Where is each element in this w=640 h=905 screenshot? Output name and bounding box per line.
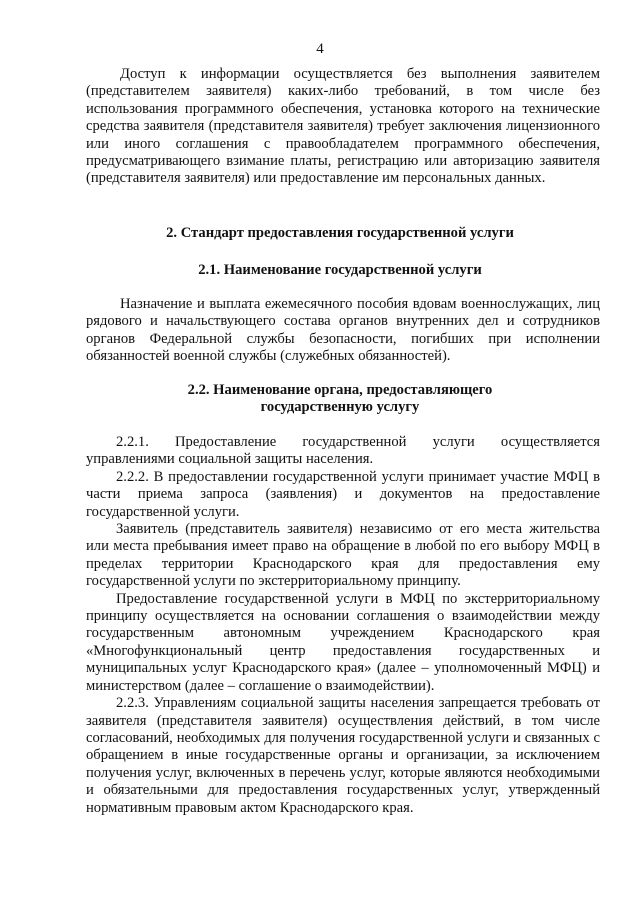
service-name-paragraph: Назначение и выплата ежемесячного пособия вдовам военнослужащих, лиц рядового и начальствующего состава органов внутренних дел и сотрудников органов Федеральной службы безопасности, погибших при исполнении обязанностей военной службы (служебных обязанностей). bbox=[86, 296, 600, 365]
paragraph-mfc-agreement: Предоставление государственной услуги в МФЦ по экстерриториальному принципу осуществляется на основании соглашения о взаимодействии между государственным автономным учреждением Краснодарского края «Многофункциональный центр предоставления государственных и муниципальных услуг Краснодарского края» (далее – уполномоченный МФЦ) и министерством (далее – соглашение о взаимодействии). bbox=[86, 590, 600, 694]
section-2-heading: 2. Стандарт предоставления государственной услуги bbox=[166, 225, 514, 241]
access-paragraph: Доступ к информации осуществляется без выполнения заявителем (представителем заявителя) каких-либо требований, в том числе без использования программного обеспечения, установка которого на технические средства заявителя (представителя заявителя) требует заключения лицензионного или иного соглашения с правообладателем программного обеспечения, предусматривающего взимание платы, регистрацию или авторизацию заявителя (представителя заявителя) или предоставление им персональных данных. bbox=[86, 66, 600, 187]
paragraph-2-2-3: 2.2.3. Управлениям социальной защиты населения запрещается требовать от заявителя (представителя заявителя) осуществления действий, в том числе согласований, необходимых для получения государственной услуги и связанных с обращением в иные государственные органы и организации, за исключением получения услуг, включенных в перечень услуг, которые являются необходимыми и обязательными для предоставления государственных услуг, утвержденный нормативным правовым актом Краснодарского края. bbox=[86, 695, 600, 816]
section-2-2-heading-line1: 2.2. Наименование органа, предоставляющего bbox=[187, 382, 493, 398]
section-2-heading-block bbox=[60, 225, 620, 242]
section-2-2-heading-block bbox=[60, 382, 620, 417]
paragraph-2-2-1: 2.2.1. Предоставление государственной услуги осуществляется управлениями социальной защиты населения. bbox=[86, 434, 600, 468]
page-number: 4 bbox=[316, 41, 324, 57]
section-2-2-heading-line2: государственную услугу bbox=[260, 399, 420, 416]
section-2-2-body bbox=[86, 434, 600, 817]
service-name-block bbox=[86, 296, 600, 366]
paragraph-2-2-2: 2.2.2. В предоставлении государственной услуги принимает участие МФЦ в части приема запроса (заявления) и документов на предоставление государственной услуги. bbox=[86, 468, 600, 520]
access-paragraph-block bbox=[86, 66, 600, 188]
section-2-1-heading-block bbox=[60, 262, 620, 279]
paragraph-applicant-rights: Заявитель (представитель заявителя) независимо от его места жительства или места пребывания имеет право на обращение в любой по его выбору МФЦ в пределах территории Краснодарского края для предоставления ему государственной услуги по экстерриториальному принципу. bbox=[86, 521, 600, 590]
section-2-1-heading: 2.1. Наименование государственной услуги bbox=[198, 262, 482, 278]
